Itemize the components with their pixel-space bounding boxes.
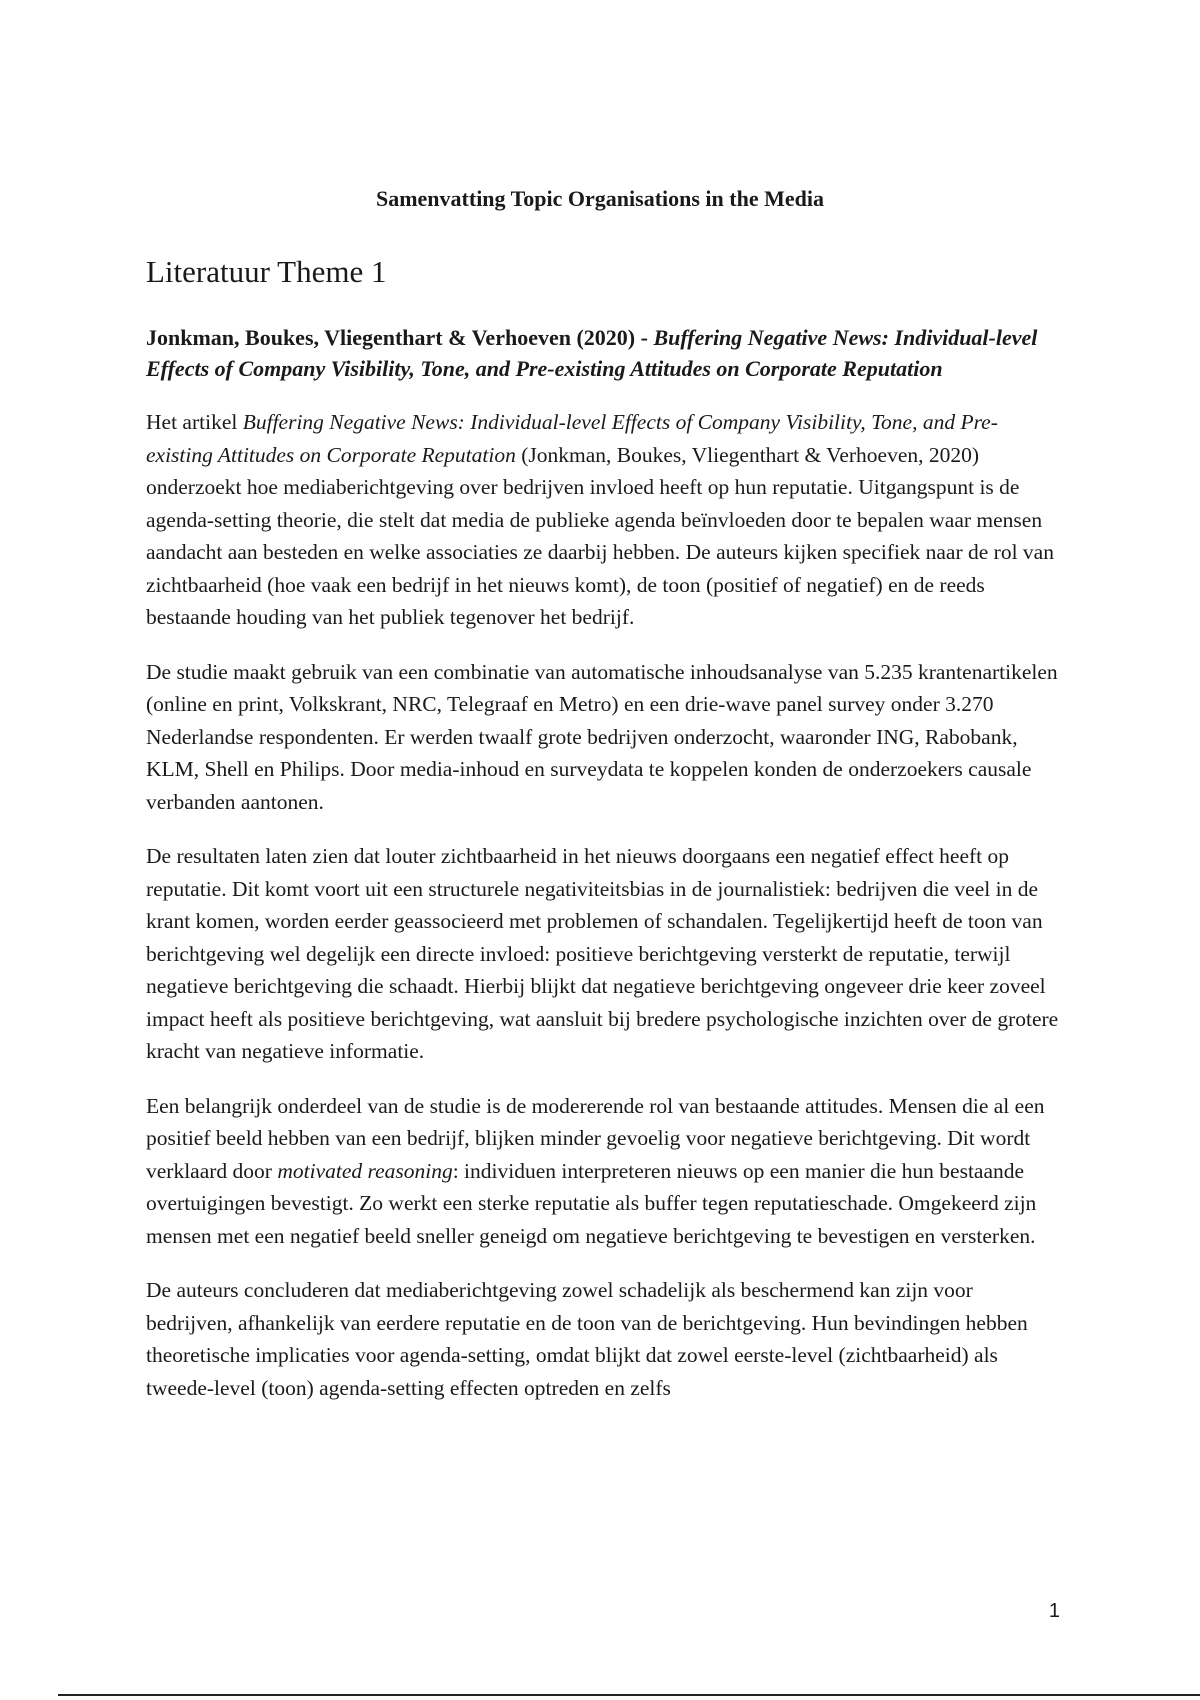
paragraph-text: Een belangrijk onderdeel van de studie is de modererende rol van bestaande attitudes. Mensen die al een positief beeld hebben van een bedrijf, blijken minder gevoelig voor negatieve berichtgeving. Dit wordt verklaard door xyxy=(146,1093,1045,1183)
paragraph-method: De studie maakt gebruik van een combinatie van automatische inhoudsanalyse van 5.235 krantenartikelen (online en print, Volkskrant, NRC, Telegraaf en Metro) en een drie-wave panel survey onder 3.270 Nederlandse respondenten. Er werden twaalf grote bedrijven onderzocht, waaronder ING, Rabobank, KLM, Shell en Philips. Door media-inhoud en surveydata te koppelen konden de onderzoekers causale verbanden aantonen. xyxy=(146,659,1058,814)
paragraph-text: Het artikel xyxy=(146,410,243,434)
paragraph-conclusion: De auteurs concluderen dat mediaberichtgeving zowel schadelijk als beschermend kan zijn voor bedrijven, afhankelijk van eerdere reputatie en de toon van de berichtgeving. Hun bevindingen hebben theoretische implicaties voor agenda-setting, omdat blijkt dat zowel eerste-level (zichtbaarheid) als tweede-level (toon) agenda-setting effecten optreden en zelfs xyxy=(146,1278,1028,1400)
page-number: 1 xyxy=(1048,1600,1060,1622)
section-heading: Literatuur Theme 1 xyxy=(146,254,387,289)
article-ref-title: Buffering Negative News: Individual-level Effects of Company Visibility, Tone, and Pre-existing Attitudes on Corporate Reputation xyxy=(146,325,1038,381)
article-reference xyxy=(146,322,1062,384)
article-ref-authors: Jonkman, Boukes, Vliegenthart & Verhoeven (2020) - xyxy=(146,325,654,350)
paragraph-text: (Jonkman, Boukes, Vliegenthart & Verhoeven, 2020) onderzoekt hoe mediaberichtgeving over bedrijven invloed heeft op hun reputatie. Uitgangspunt is de agenda-setting theorie, die stelt dat media de publieke agenda beïnvloeden door te bepalen waar mensen aandacht aan besteden en welke associaties ze daarbij hebben. De auteurs kijken specifiek naar de rol van zichtbaarheid (hoe vaak een bedrijf in het nieuws komt), de toon (positief of negatief) en de reeds bestaande houding van het publiek tegenover het bedrijf. xyxy=(146,442,1054,629)
paragraph-introduction xyxy=(146,406,1062,634)
paragraph-italic-title: Buffering Negative News: Individual-level Effects of Company Visibility, Tone, and Pre-existing Attitudes on Corporate Reputation xyxy=(146,410,998,467)
document-body xyxy=(146,252,1062,1426)
footer-divider xyxy=(58,1694,1200,1696)
paragraph-attitudes xyxy=(146,1090,1062,1253)
paragraph-results: De resultaten laten zien dat louter zichtbaarheid in het nieuws doorgaans een negatief effect heeft op reputatie. Dit komt voort uit een structurele negativiteitsbias in de journalistiek: bedrijven die veel in de krant komen, worden eerder geassocieerd met problemen of schandalen. Tegelijkertijd heeft de toon van berichtgeving wel degelijk een directe invloed: positieve berichtgeving versterkt de reputatie, terwijl negatieve berichtgeving die schaadt. Hierbij blijkt dat negatieve berichtgeving ongeveer drie keer zoveel impact heeft als positieve berichtgeving, wat aansluit bij bredere psychologische inzichten over de grotere kracht van negatieve informatie. xyxy=(146,844,1059,1063)
document-title: Samenvatting Topic Organisations in the Media xyxy=(375,186,824,211)
paragraph-text: : individuen interpreteren nieuws op een manier die hun bestaande overtuigingen bevestigt. Zo werkt een sterke reputatie als buffer tegen reputatieschade. Omgekeerd zijn mensen met een negatief beeld sneller geneigd om negatieve berichtgeving te bevestigen en versterken. xyxy=(146,1158,1037,1248)
paragraph-italic-term: motivated reasoning xyxy=(277,1158,453,1183)
